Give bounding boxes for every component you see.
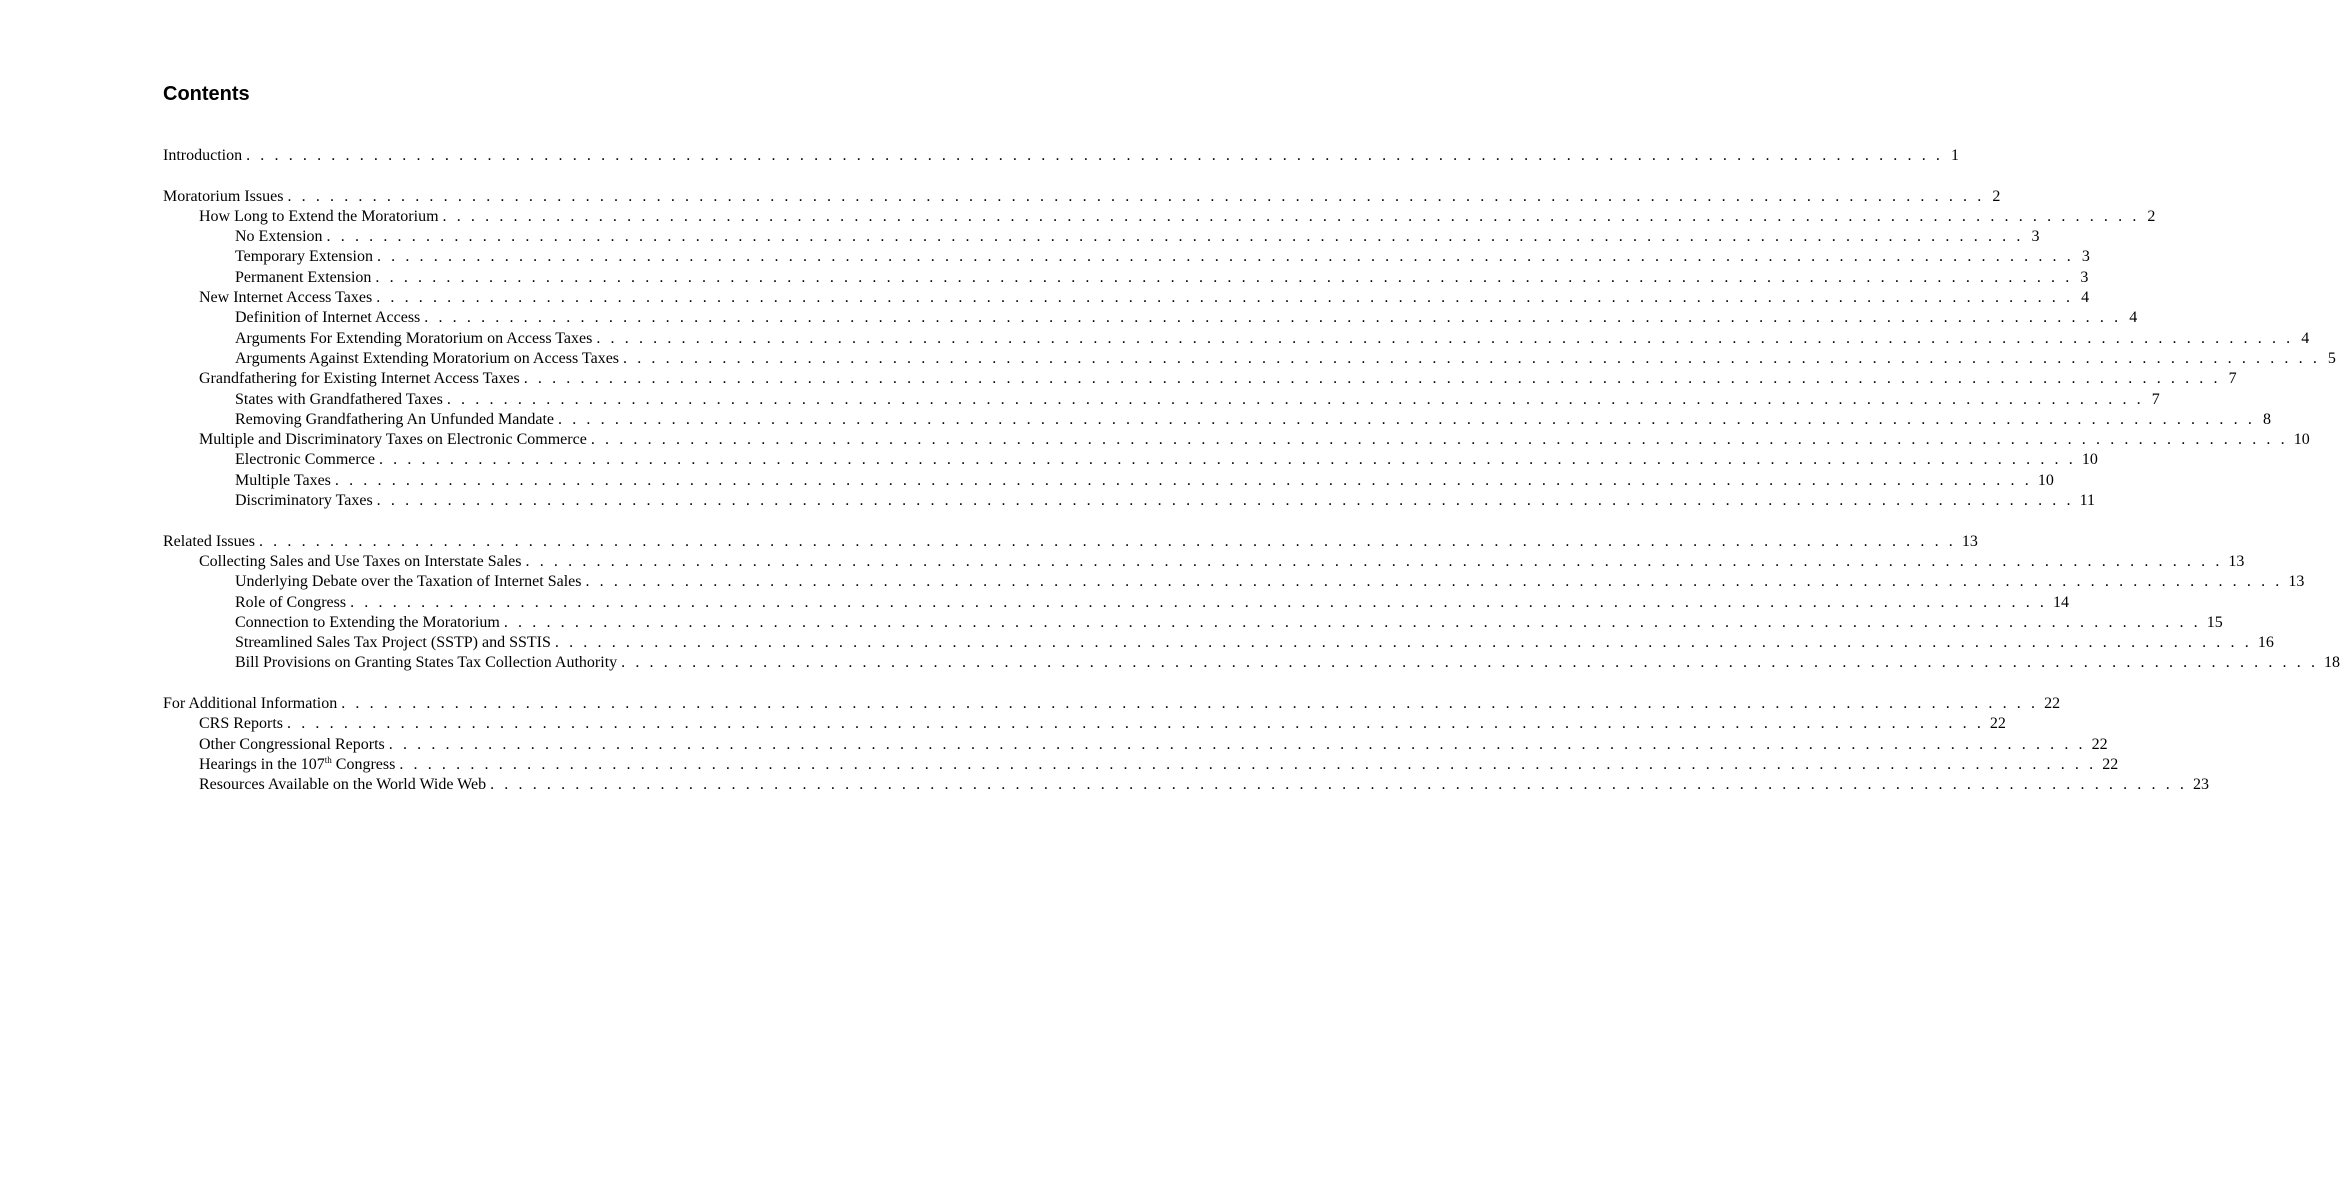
toc-page-number: 4: [2129, 309, 2138, 327]
toc-entry[interactable]: [163, 207, 2156, 227]
toc-entry-label: New Internet Access Taxes: [199, 289, 373, 307]
toc-entry-label: Multiple and Discriminatory Taxes on Electronic Commerce: [199, 431, 587, 449]
toc-entry-label: Definition of Internet Access: [235, 309, 421, 327]
toc-leader-dots: . . . . . . . . . . . . . . . . . . . . . . . . . . . . . . . . . . . . . . . . . . . . . . . . . . . . . . . . . . . . . . . . . . . . . . . . . . . . . . . . . . . . . . . . . . . . . . . . . . . . . . . . . . . . . . . . . . . . . . . .: [523, 370, 2221, 388]
toc-entry-label: For Additional Information: [163, 695, 338, 713]
toc-entry[interactable]: [163, 613, 2223, 633]
toc-page-number: 16: [2257, 634, 2274, 652]
toc-leader-dots: . . . . . . . . . . . . . . . . . . . . . . . . . . . . . . . . . . . . . . . . . . . . . . . . . . . . . . . . . . . . . . . . . . . . . . . . . . . . . . . . . . . . . . . . . . . . . . . . . . . . . . . . . . . . . . . . . . . . . . . .: [287, 187, 1985, 205]
toc-leader-dots: . . . . . . . . . . . . . . . . . . . . . . . . . . . . . . . . . . . . . . . . . . . . . . . . . . . . . . . . . . . . . . . . . . . . . . . . . . . . . . . . . . . . . . . . . . . . . . . . . . . . . . . . . . . . . . . . . . . . . . . .: [388, 735, 2086, 753]
toc-leader-dots: . . . . . . . . . . . . . . . . . . . . . . . . . . . . . . . . . . . . . . . . . . . . . . . . . . . . . . . . . . . . . . . . . . . . . . . . . . . . . . . . . . . . . . . . . . . . . . . . . . . . . . . . . . . . . . . . . . . . . . . .: [623, 349, 2320, 367]
toc-page-number: 22: [2091, 735, 2108, 753]
toc-entry[interactable]: [163, 268, 2089, 288]
toc-leader-dots: . . . . . . . . . . . . . . . . . . . . . . . . . . . . . . . . . . . . . . . . . . . . . . . . . . . . . . . . . . . . . . . . . . . . . . . . . . . . . . . . . . . . . . . . . . . . . . . . . . . . . . . . . . . . . . . . . . . . . . . .: [558, 410, 2255, 428]
toc-entry[interactable]: [163, 735, 2108, 755]
toc-section: [163, 694, 2209, 795]
toc-entry-label: Grandfathering for Existing Internet Access Taxes: [199, 370, 520, 388]
toc-entry-label: Arguments Against Extending Moratorium on Access Taxes: [235, 349, 620, 367]
toc-entry[interactable]: [163, 227, 2040, 247]
toc-leader-dots: . . . . . . . . . . . . . . . . . . . . . . . . . . . . . . . . . . . . . . . . . . . . . . . . . . . . . . . . . . . . . . . . . . . . . . . . . . . . . . . . . . . . . . . . . . . . . . . . . . . . . . . . . . . . . . . . . . . . . . . .: [376, 492, 2074, 510]
toc-entry[interactable]: [163, 754, 2119, 775]
toc-page-number: 4: [2301, 329, 2310, 347]
toc-page-number: 4: [2081, 289, 2090, 307]
toc-leader-dots: . . . . . . . . . . . . . . . . . . . . . . . . . . . . . . . . . . . . . . . . . . . . . . . . . . . . . . . . . . . . . . . . . . . . . . . . . . . . . . . . . . . . . . . . . . . . . . . . . . . . . . . . . . . . . . . . . . . . . . . .: [258, 532, 1956, 550]
toc-entry-label: Discriminatory Taxes: [235, 492, 373, 510]
toc-page-number: 22: [1989, 715, 2006, 733]
toc-entry-label-text: Hearings in the 107: [199, 755, 325, 773]
toc-leader-dots: . . . . . . . . . . . . . . . . . . . . . . . . . . . . . . . . . . . . . . . . . . . . . . . . . . . . . . . . . . . . . . . . . . . . . . . . . . . . . . . . . . . . . . . . . . . . . . . . . . . . . . . . . . . . . . . . . . . . . . . .: [376, 248, 2074, 266]
toc-page-number: 10: [2037, 471, 2054, 489]
toc-leader-dots: . . . . . . . . . . . . . . . . . . . . . . . . . . . . . . . . . . . . . . . . . . . . . . . . . . . . . . . . . . . . . . . . . . . . . . . . . . . . . . . . . . . . . . . . . . . . . . . . . . . . . . . . . . . . . . . . . . . . . . . .: [399, 755, 2097, 773]
toc-entry-label: Connection to Extending the Moratorium: [235, 613, 500, 631]
toc-entry-label: States with Grandfathered Taxes: [235, 390, 443, 408]
toc-leader-dots: . . . . . . . . . . . . . . . . . . . . . . . . . . . . . . . . . . . . . . . . . . . . . . . . . . . . . . . . . . . . . . . . . . . . . . . . . . . . . . . . . . . . . . . . . . . . . . . . . . . . . . . . . . . . . . . . . . . . . . . .: [554, 634, 2252, 652]
toc-entry[interactable]: [163, 552, 2245, 572]
toc-page-number: 5: [2327, 349, 2336, 367]
toc-leader-dots: . . . . . . . . . . . . . . . . . . . . . . . . . . . . . . . . . . . . . . . . . . . . . . . . . . . . . . . . . . . . . . . . . . . . . . . . . . . . . . . . . . . . . . . . . . . . . . . . . . . . . . . . . . . . . . . . . . . . . . . .: [446, 390, 2144, 408]
toc-entry-label: How Long to Extend the Moratorium: [199, 207, 439, 225]
toc-page-number: 1: [1951, 147, 1959, 164]
toc-entry-label: Underlying Debate over the Taxation of Internet Sales: [235, 573, 582, 591]
toc-entry-label: [199, 755, 395, 775]
toc-leader-dots: . . . . . . . . . . . . . . . . . . . . . . . . . . . . . . . . . . . . . . . . . . . . . . . . . . . . . . . . . . . . . . . . . . . . . . . . . . . . . . . . . . . . . . . . . . . . . . . . . . . . . . . . . . . . . . . . . . . . . . . .: [326, 228, 2024, 246]
toc-entry[interactable]: [163, 714, 2006, 734]
toc-entry-label: Bill Provisions on Granting States Tax Collection Authority: [235, 654, 618, 672]
toc-entry-label-superscript: th: [324, 754, 332, 765]
toc-entry-label: Electronic Commerce: [235, 451, 375, 469]
toc-page-number: 10: [2081, 451, 2098, 469]
toc-entry[interactable]: [163, 775, 2209, 795]
toc-entry-label: Role of Congress: [235, 593, 347, 611]
toc-page-number: 18: [2324, 654, 2340, 672]
toc-page-number: 11: [2079, 492, 2095, 510]
toc-page-number: 13: [2228, 552, 2245, 570]
toc-entry[interactable]: [163, 532, 1978, 552]
toc-leader-dots: . . . . . . . . . . . . . . . . . . . . . . . . . . . . . . . . . . . . . . . . . . . . . . . . . . . . . . . . . . . . . . . . . . . . . . . . . . . . . . . . . . . . . . . . . . . . . . . . . . . . . . . . . . . . . . . . . . . . . . . .: [621, 654, 2319, 672]
toc-entry[interactable]: [163, 491, 2095, 511]
toc-entry-label: Other Congressional Reports: [199, 735, 385, 753]
toc-leader-dots: . . . . . . . . . . . . . . . . . . . . . . . . . . . . . . . . . . . . . . . . . . . . . . . . . . . . . . . . . . . . . . . . . . . . . . . . . . . . . . . . . . . . . . . . . . . . . . . . . . . . . . . . . . . . . . . . . . . . . . . .: [490, 776, 2187, 794]
toc-page-number: 15: [2206, 613, 2223, 631]
toc-entry[interactable]: [163, 633, 2274, 653]
toc-leader-dots: . . . . . . . . . . . . . . . . . . . . . . . . . . . . . . . . . . . . . . . . . . . . . . . . . . . . . . . . . . . . . . . . . . . . . . . . . . . . . . . . . . . . . . . . . . . . . . . . . . . . . . . . . . . . . . . . . . . . . . . .: [590, 431, 2288, 449]
toc-page-number: 3: [2080, 268, 2089, 286]
toc-entry-label: Multiple Taxes: [235, 471, 331, 489]
toc-leader-dots: . . . . . . . . . . . . . . . . . . . . . . . . . . . . . . . . . . . . . . . . . . . . . . . . . . . . . . . . . . . . . . . . . . . . . . . . . . . . . . . . . . . . . . . . . . . . . . . . . . . . . . . . . . . . . . . . . . . . . . . .: [378, 451, 2076, 469]
toc-entry[interactable]: [163, 329, 2310, 349]
toc-leader-dots: . . . . . . . . . . . . . . . . . . . . . . . . . . . . . . . . . . . . . . . . . . . . . . . . . . . . . . . . . . . . . . . . . . . . . . . . . . . . . . . . . . . . . . . . . . . . . . . . . . . . . . . . . . . . . . . . . . . . . . . .: [334, 471, 2032, 489]
toc-leader-dots: . . . . . . . . . . . . . . . . . . . . . . . . . . . . . . . . . . . . . . . . . . . . . . . . . . . . . . . . . . . . . . . . . . . . . . . . . . . . . . . . . . . . . . . . . . . . . . . . . . . . . . . . . . . . . . . . . . . . . . . .: [375, 268, 2073, 286]
toc-page-number: 2: [1992, 187, 2001, 205]
toc-entry[interactable]: [163, 187, 2001, 207]
toc-leader-dots: . . . . . . . . . . . . . . . . . . . . . . . . . . . . . . . . . . . . . . . . . . . . . . . . . . . . . . . . . . . . . . . . . . . . . . . . . . . . . . . . . . . . . . . . . . . . . . . . . . . . . . . . . . . . . . . . . . . . . . . .: [376, 289, 2074, 307]
toc-entry[interactable]: [163, 572, 2305, 592]
toc-page-number: 14: [2053, 593, 2070, 611]
toc-section: [163, 187, 2336, 512]
toc-page-number: 3: [2081, 248, 2090, 266]
table-of-contents: [163, 146, 2340, 816]
toc-entry-label: Removing Grandfathering An Unfunded Mandate: [235, 410, 555, 428]
toc-page-number: 7: [2228, 370, 2237, 388]
toc-entry-label: Resources Available on the World Wide Web: [199, 776, 487, 794]
toc-entry[interactable]: [163, 146, 1959, 166]
toc-entry[interactable]: [163, 247, 2090, 267]
toc-entry[interactable]: [163, 410, 2271, 430]
toc-entry[interactable]: [163, 308, 2138, 328]
toc-entry[interactable]: [163, 288, 2090, 308]
toc-entry[interactable]: [163, 471, 2054, 491]
page-title: Contents: [163, 83, 250, 105]
toc-entry-label: Moratorium Issues: [163, 187, 284, 205]
toc-entry-label: Temporary Extension: [235, 248, 373, 266]
toc-page-number: 22: [2102, 755, 2119, 773]
toc-entry-label: Related Issues: [163, 532, 255, 550]
toc-section: [163, 146, 1959, 166]
toc-entry-label: Collecting Sales and Use Taxes on Interstate Sales: [199, 552, 522, 570]
toc-entry[interactable]: [163, 369, 2237, 389]
toc-page-number: 23: [2193, 776, 2209, 794]
toc-page-number: 8: [2262, 410, 2271, 428]
toc-entry[interactable]: [163, 694, 2061, 714]
toc-page-number: 2: [2147, 207, 2156, 225]
toc-leader-dots: . . . . . . . . . . . . . . . . . . . . . . . . . . . . . . . . . . . . . . . . . . . . . . . . . . . . . . . . . . . . . . . . . . . . . . . . . . . . . . . . . . . . . . . . . . . . . . . . . . . . . . . . . . . . . . . . . . . . . . . .: [503, 613, 2201, 631]
toc-page-number: 22: [2044, 695, 2061, 713]
toc-page-number: 13: [1961, 532, 1978, 550]
toc-page-number: 7: [2151, 390, 2160, 408]
toc-entry-label: Streamlined Sales Tax Project (SSTP) and SSTIS: [235, 634, 551, 652]
toc-leader-dots: . . . . . . . . . . . . . . . . . . . . . . . . . . . . . . . . . . . . . . . . . . . . . . . . . . . . . . . . . . . . . . . . . . . . . . . . . . . . . . . . . . . . . . . . . . . . . . . . . . . . . . . . . . . . . . . . . . . . . . . .: [350, 593, 2048, 611]
toc-leader-dots: . . . . . . . . . . . . . . . . . . . . . . . . . . . . . . . . . . . . . . . . . . . . . . . . . . . . . . . . . . . . . . . . . . . . . . . . . . . . . . . . . . . . . . . . . . . . . . . . . . . . . . . . . . . . . . . . . . . . . . . .: [442, 207, 2140, 225]
toc-leader-dots: . . . . . . . . . . . . . . . . . . . . . . . . . . . . . . . . . . . . . . . . . . . . . . . . . . . . . . . . . . . . . . . . . . . . . . . . . . . . . . . . . . . . . . . . . . . . . . . . . . . . . . . . . . . . . . . . . . . . . . . .: [246, 147, 1943, 164]
toc-leader-dots: . . . . . . . . . . . . . . . . . . . . . . . . . . . . . . . . . . . . . . . . . . . . . . . . . . . . . . . . . . . . . . . . . . . . . . . . . . . . . . . . . . . . . . . . . . . . . . . . . . . . . . . . . . . . . . . . . . . . . . . .: [585, 573, 2283, 591]
toc-leader-dots: . . . . . . . . . . . . . . . . . . . . . . . . . . . . . . . . . . . . . . . . . . . . . . . . . . . . . . . . . . . . . . . . . . . . . . . . . . . . . . . . . . . . . . . . . . . . . . . . . . . . . . . . . . . . . . . . . . . . . . . .: [525, 552, 2223, 570]
toc-entry-label-text-after: Congress: [331, 755, 396, 773]
toc-section: [163, 532, 2340, 674]
toc-entry[interactable]: [163, 653, 2340, 673]
toc-entry-label: No Extension: [235, 228, 323, 246]
toc-entry-label: Permanent Extension: [235, 268, 372, 286]
toc-leader-dots: . . . . . . . . . . . . . . . . . . . . . . . . . . . . . . . . . . . . . . . . . . . . . . . . . . . . . . . . . . . . . . . . . . . . . . . . . . . . . . . . . . . . . . . . . . . . . . . . . . . . . . . . . . . . . . . . . . . . . . . .: [287, 715, 1984, 733]
toc-entry[interactable]: [163, 430, 2310, 450]
toc-page-number: 10: [2293, 431, 2310, 449]
toc-leader-dots: . . . . . . . . . . . . . . . . . . . . . . . . . . . . . . . . . . . . . . . . . . . . . . . . . . . . . . . . . . . . . . . . . . . . . . . . . . . . . . . . . . . . . . . . . . . . . . . . . . . . . . . . . . . . . . . . . . . . . . . .: [341, 695, 2039, 713]
toc-page-number: 3: [2031, 228, 2040, 246]
toc-page-number: 13: [2288, 573, 2305, 591]
toc-leader-dots: . . . . . . . . . . . . . . . . . . . . . . . . . . . . . . . . . . . . . . . . . . . . . . . . . . . . . . . . . . . . . . . . . . . . . . . . . . . . . . . . . . . . . . . . . . . . . . . . . . . . . . . . . . . . . . . . . . . . . . . .: [424, 309, 2122, 327]
toc-entry-label: CRS Reports: [199, 715, 284, 733]
toc-entry-label: Introduction: [163, 147, 243, 164]
toc-entry-label: Arguments For Extending Moratorium on Access Taxes: [235, 329, 593, 347]
toc-entry[interactable]: [163, 349, 2336, 369]
toc-entry[interactable]: [163, 450, 2098, 470]
toc-entry[interactable]: [163, 390, 2160, 410]
toc-leader-dots: . . . . . . . . . . . . . . . . . . . . . . . . . . . . . . . . . . . . . . . . . . . . . . . . . . . . . . . . . . . . . . . . . . . . . . . . . . . . . . . . . . . . . . . . . . . . . . . . . . . . . . . . . . . . . . . . . . . . . . . .: [596, 329, 2294, 347]
toc-entry[interactable]: [163, 593, 2070, 613]
